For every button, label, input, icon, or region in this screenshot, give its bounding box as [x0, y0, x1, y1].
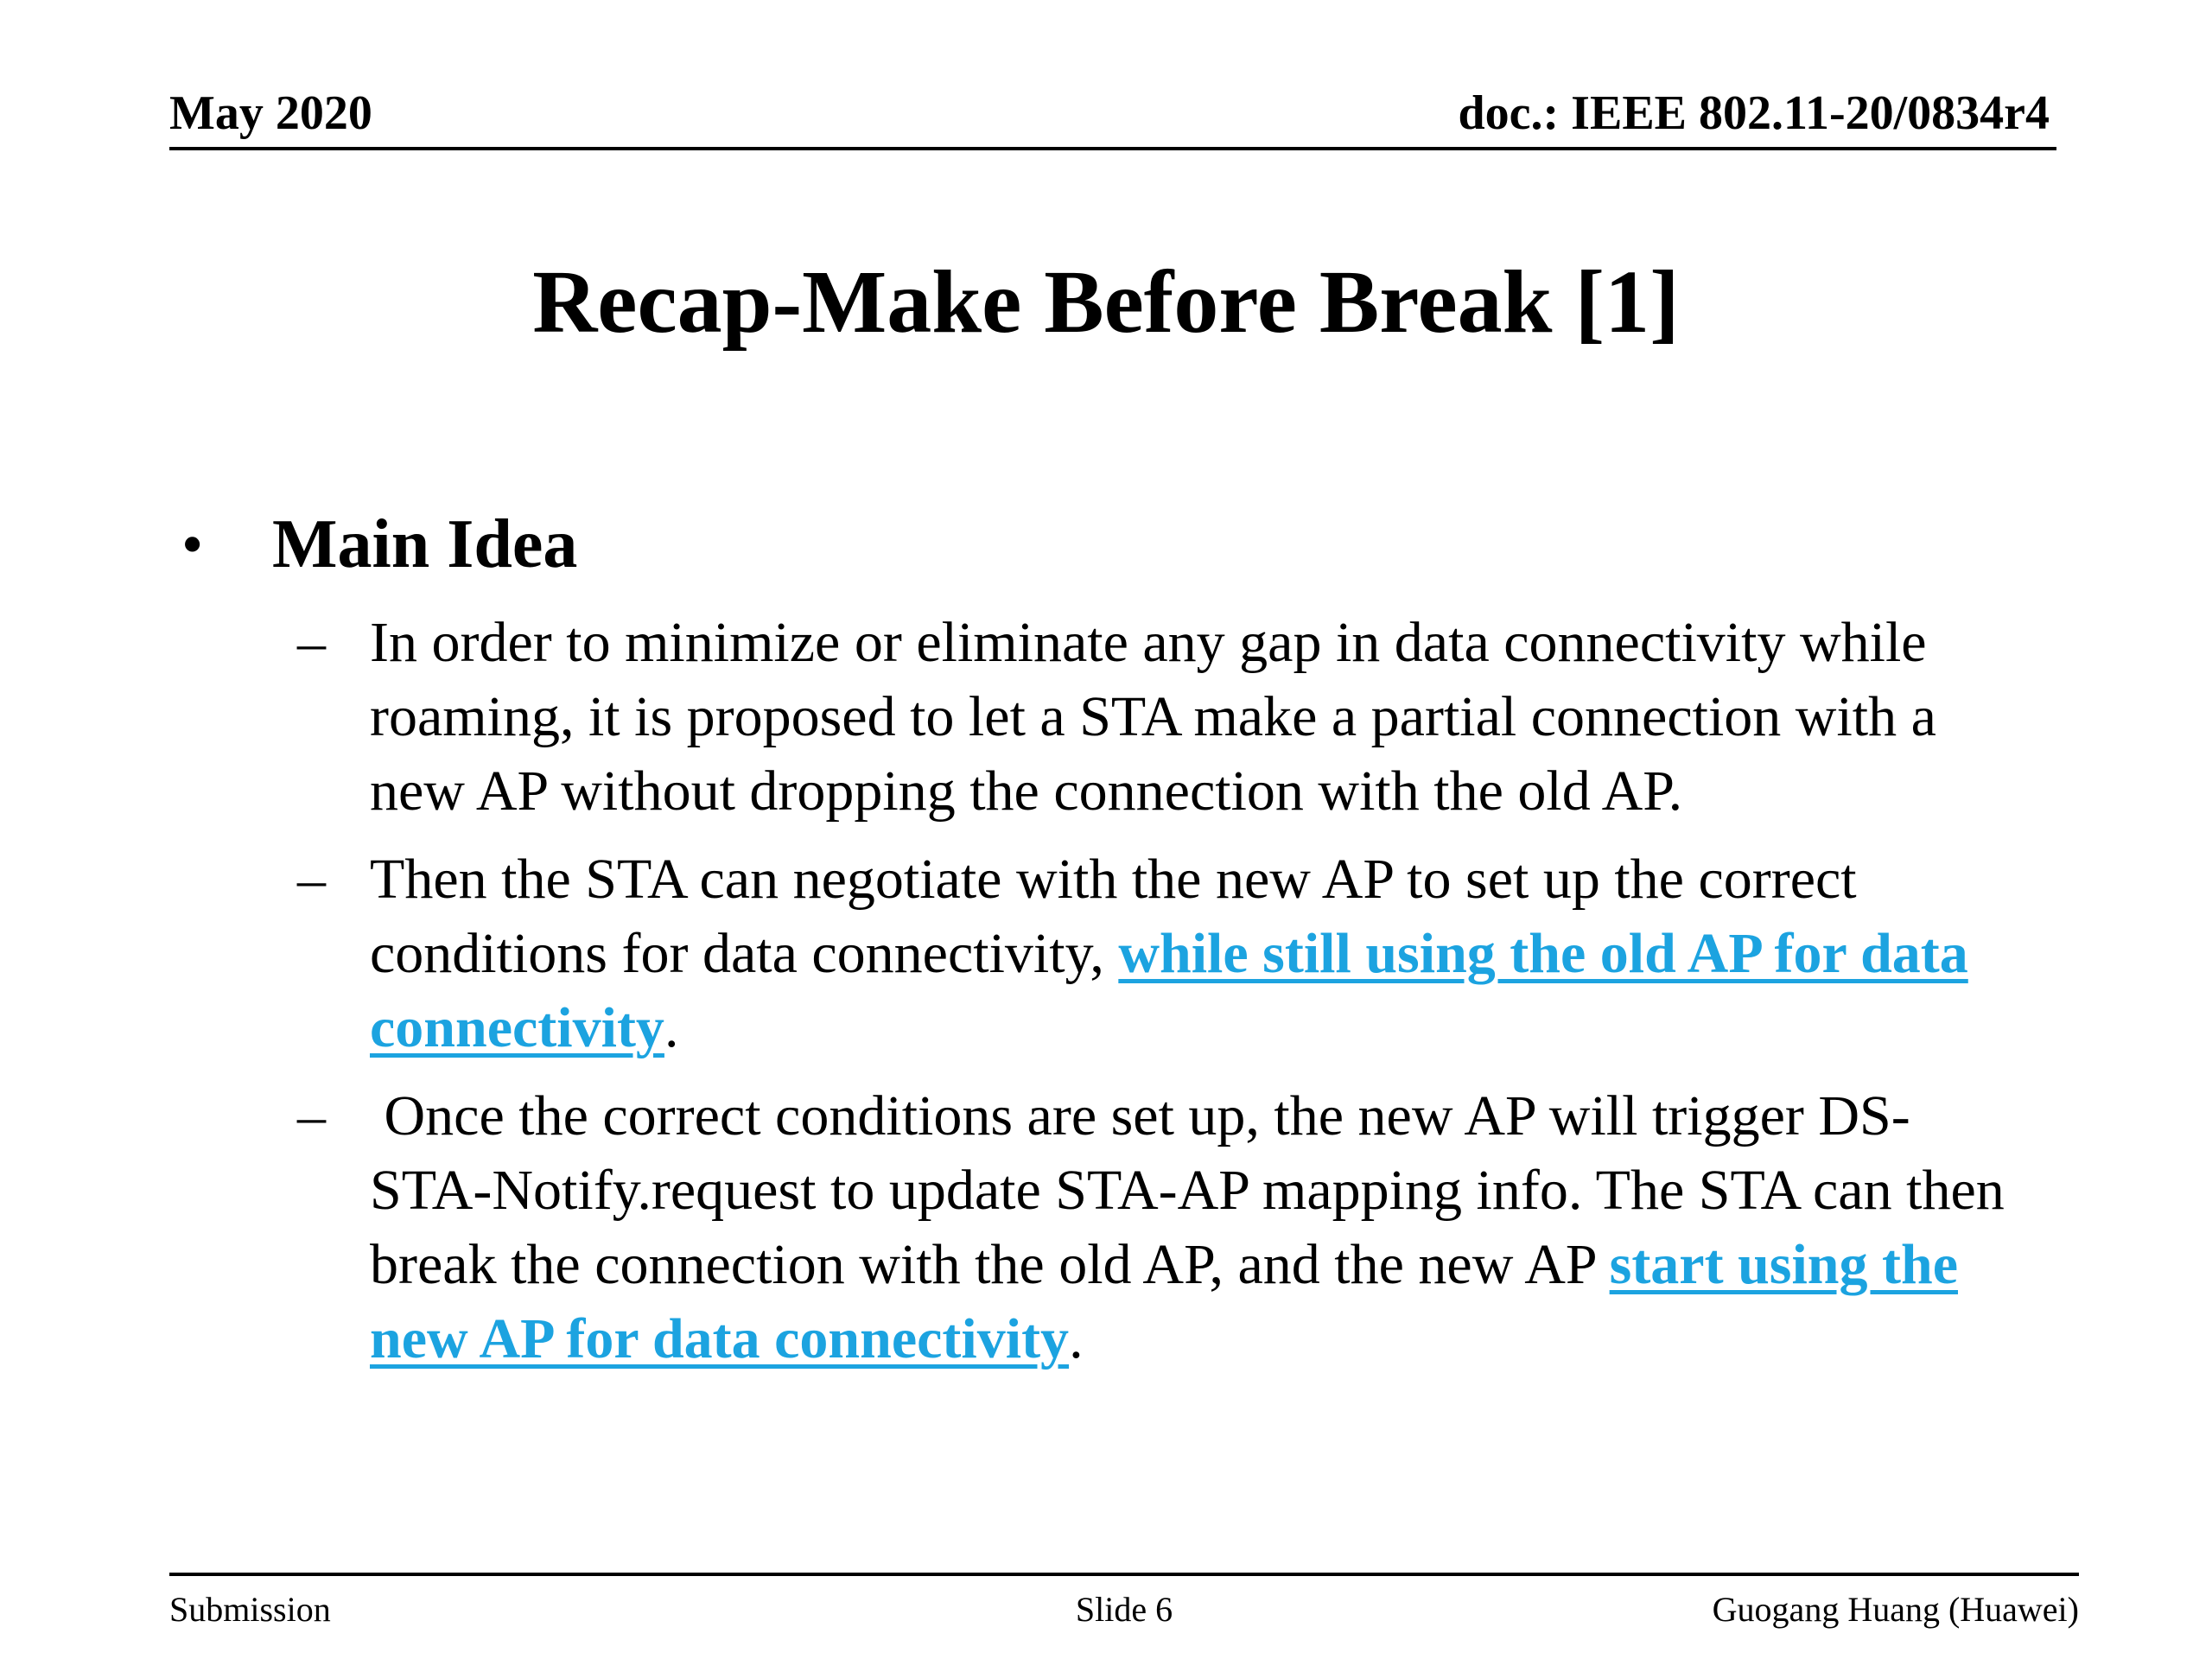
slide-header: [169, 83, 2056, 150]
footer-author: Guogang Huang (Huawei): [1712, 1590, 2079, 1629]
bullet-icon: •: [181, 510, 204, 579]
bullet-label: Main Idea: [272, 506, 578, 582]
footer-submission: Submission: [169, 1590, 331, 1629]
footer-slide-number: Slide 6: [1075, 1590, 1173, 1629]
header-doc-id: doc.: IEEE 802.11-20/0834r4: [1458, 86, 2050, 140]
dash-icon: –: [297, 611, 326, 674]
bullet-main-idea: [181, 497, 2039, 592]
dash-icon: –: [297, 848, 326, 911]
slide-body: [181, 497, 2039, 1376]
sub-item-2: [181, 842, 2039, 1065]
highlight-link-old-ap[interactable]: while still using the old AP for data connectivity: [370, 922, 1968, 1059]
sub-item-3: [181, 1079, 2039, 1376]
sub-item-text-after: .: [1069, 1307, 1084, 1370]
sub-item-text-before: Then the STA can negotiate with the new AP to set up the correct conditions for data connectivity,: [370, 848, 1857, 985]
slide-footer: [169, 1573, 2079, 1637]
sub-item-text-after: .: [664, 996, 679, 1059]
slide-title: Recap-Make Before Break [1]: [532, 252, 1680, 352]
highlight-link-new-ap[interactable]: start using the new AP for data connectivity: [370, 1233, 1958, 1370]
sub-item-text-before: Once the correct conditions are set up, the new AP will trigger DS-STA-Notify.request to update STA-AP mapping info. The STA can then break the connection with the old AP, and the new AP: [370, 1084, 2019, 1296]
sub-item-1: [181, 606, 2039, 829]
dash-icon: –: [297, 1084, 326, 1147]
header-date: May 2020: [169, 86, 372, 140]
sub-item-text: [370, 842, 2012, 1065]
sub-item-text: In order to minimize or eliminate any gap in data connectivity while roaming, it is proposed to let a STA make a partial connection with a new AP without dropping the connection with the old AP.: [370, 611, 1936, 823]
sub-item-text: [370, 1079, 2019, 1376]
